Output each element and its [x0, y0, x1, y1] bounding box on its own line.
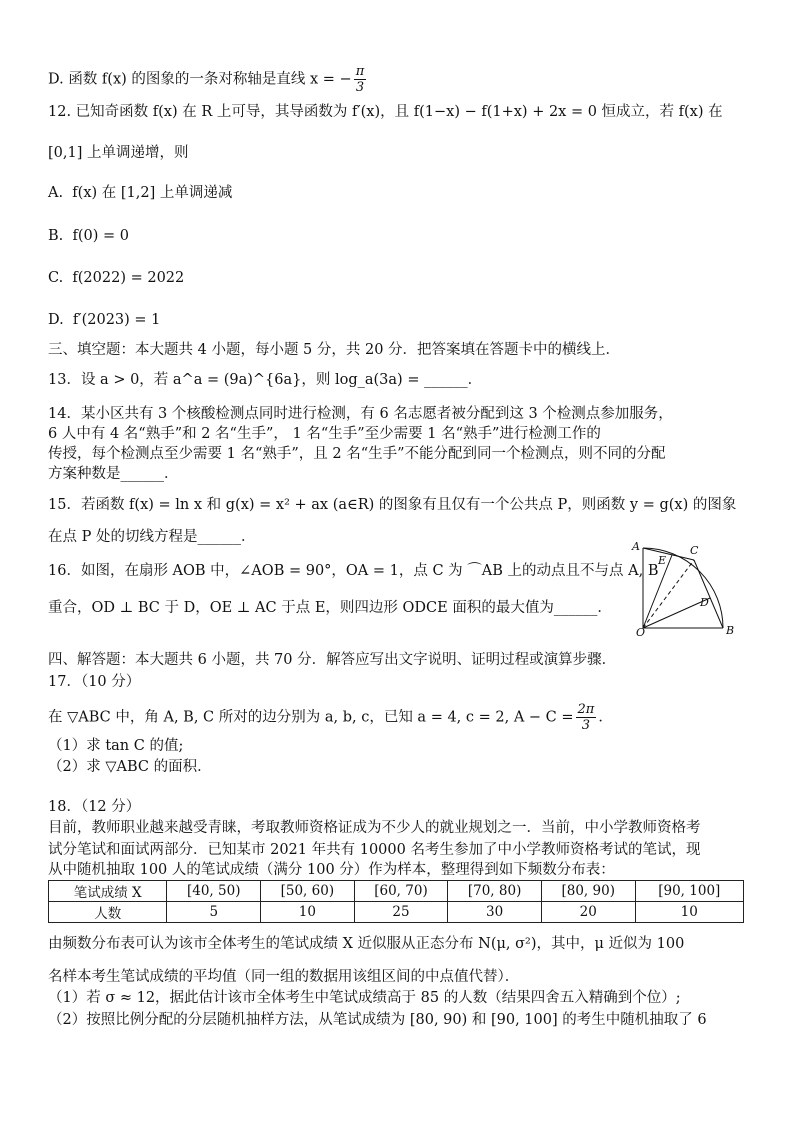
frequency-table [48, 880, 744, 923]
table-cell: 10 [261, 902, 355, 923]
q16-line1: 16．如图，在扇形 AOB 中，∠AOB = 90°，OA = 1，点 C 为 ⌒AB 上的动点且不与点 A, B [48, 563, 659, 579]
q13: 13．设 a > 0，若 a^a = (9a)^{6a}，则 log_a(3a) = ______． [48, 372, 483, 388]
q12-option-d: D. f′(2023) = 1 [48, 312, 161, 328]
q17-part-1: （1）求 tan C 的值; [48, 738, 184, 754]
q17-stem: 在 ▽ABC 中，角 A, B, C 所对的边分别为 a, b, c，已知 a = 4, c = 2, A − C = $\frac{2\pi}{3}$ ． [48, 702, 613, 733]
label-b: B [726, 624, 735, 637]
q18-stem-line2: 试分笔试和面试两部分．已知某市 2021 年共有 10000 名考生参加了中小学教师资格考试的笔试，现 [48, 842, 701, 858]
pi-over-3-fraction: $\frac{\pi}{3}$ [355, 64, 365, 95]
label-c: C [690, 544, 699, 557]
table-row [49, 902, 744, 923]
label-o: O [636, 626, 646, 638]
q18-stem-line1: 目前，教师职业越来越受青睐，考取教师资格证成为不少人的就业规划之一．当前，中小学教师资格考 [48, 820, 701, 836]
q14-line2: 6 人中有 4 名“熟手”和 2 名“生手”， 1 名“生手”至少需要 1 名“熟手”进行检测工作的 [48, 426, 601, 442]
q15-line2: 在点 P 处的切线方程是______． [48, 529, 256, 545]
table-cell: 25 [354, 902, 448, 923]
table-cell: [80, 90) [541, 881, 635, 902]
sector-figure [628, 538, 768, 638]
q14-line4: 方案种数是______． [48, 466, 179, 482]
q18-after-line2: 名样本考生笔试成绩的平均值（同一组的数据用该组区间的中点值代替）． [48, 969, 520, 985]
q11-option-d-text: D. 函数 f(x) 的图象的一条对称轴是直线 x = − [48, 71, 352, 88]
q12-stem-line2: [0,1] 上单调递增，则 [48, 145, 189, 161]
q18-after-line1: 由频数分布表可认为该市全体考生的笔试成绩 X 近似服从正态分布 N(μ, σ²)，其中，μ 近似为 100 [48, 936, 685, 952]
label-e: E [658, 554, 667, 567]
table-cell: [70, 80) [448, 881, 542, 902]
q15-line1: 15．若函数 f(x) = ln x 和 g(x) = x² + ax (a∈R) 的图象有且仅有一个公共点 P，则函数 y = g(x) 的图象 [48, 497, 737, 513]
section-3-heading: 三、填空题：本大题共 4 小题，每小题 5 分，共 20 分．把答案填在答题卡中的横线上． [48, 342, 621, 358]
table-cell: 人数 [49, 902, 167, 923]
table-cell: 笔试成绩 X [49, 881, 167, 902]
table-cell: [90, 100] [635, 881, 743, 902]
section-4-heading: 四、解答题：本大题共 6 小题，共 70 分．解答应写出文字说明、证明过程或演算步骤． [48, 652, 617, 668]
q12-option-a: A. f(x) 在 [1,2] 上单调递减 [48, 185, 233, 201]
table-cell: [50, 60) [261, 881, 355, 902]
q18-score: 18．（12 分） [48, 799, 141, 815]
label-d: D [700, 596, 709, 609]
table-cell: [60, 70) [354, 881, 448, 902]
q18-part-1: （1）若 σ ≈ 12，据此估计该市全体考生中笔试成绩高于 85 的人数（结果四舍五入精确到个位）; [48, 990, 681, 1006]
table-cell: 30 [448, 902, 542, 923]
table-cell: 20 [541, 902, 635, 923]
q12-option-b: B. f(0) = 0 [48, 228, 129, 244]
q16-line2: 重合，OD ⊥ BC 于 D，OE ⊥ AC 于点 E，则四边形 ODCE 面积的最大值为______． [48, 600, 612, 616]
q18-part-2: （2）按照比例分配的分层随机抽样方法，从笔试成绩为 [80, 90) 和 [90, 100] 的考生中随机抽取了 6 [48, 1012, 707, 1028]
q14-line3: 传授，每个检测点至少需要 1 名“熟手”，且 2 名“生手”不能分配到同一个检测点，则不同的分配 [48, 446, 666, 462]
q14-line1: 14．某小区共有 3 个核酸检测点同时进行检测，有 6 名志愿者被分配到这 3 个检测点参加服务， [48, 406, 673, 422]
q12-stem-line1: 12. 已知奇函数 f(x) 在 R 上可导，其导函数为 f′(x)，且 f(1−x) − f(1+x) + 2x = 0 恒成立，若 f(x) 在 [48, 104, 723, 120]
table-cell: 5 [167, 902, 261, 923]
segment-ac [643, 548, 694, 560]
segment-oc [643, 560, 694, 628]
table-header-row [49, 881, 744, 902]
q11-option-d [48, 64, 368, 95]
q17-score: 17．（10 分） [48, 674, 141, 690]
table-cell: [40, 50) [167, 881, 261, 902]
q17-part-2: （2）求 ▽ABC 的面积． [48, 759, 212, 775]
q17-stem-text: 在 ▽ABC 中，角 A, B, C 所对的边分别为 a, b, c，已知 a = 4, c = 2, A − C = [48, 709, 574, 726]
segment-cb [694, 560, 723, 628]
q12-option-c: C. f(2022) = 2022 [48, 270, 185, 286]
q18-stem-line3: 从中随机抽取 100 人的笔试成绩（满分 100 分）作为样本，整理得到如下频数分布表： [48, 862, 615, 878]
table-cell: 10 [635, 902, 743, 923]
arc-ab [643, 548, 723, 628]
two-pi-over-3-fraction: $\frac{2\pi}{3}$ [577, 702, 595, 733]
label-a: A [632, 540, 640, 553]
